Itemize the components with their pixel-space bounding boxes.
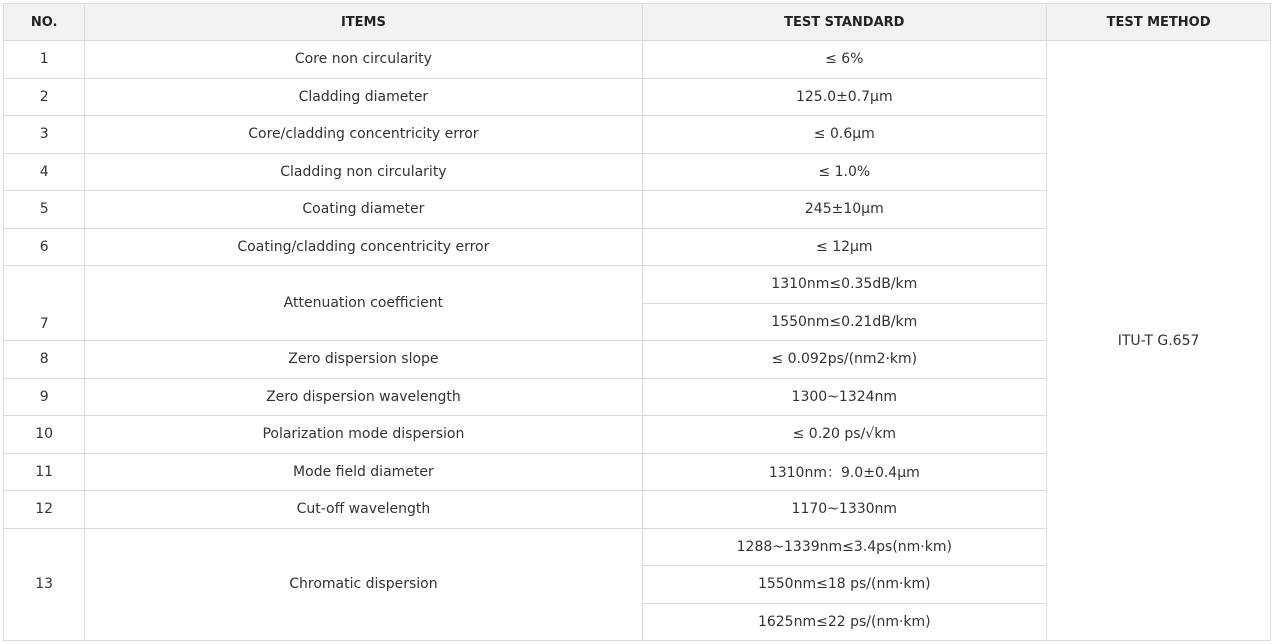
row-item: Chromatic dispersion <box>85 528 642 641</box>
row-item: Coating diameter <box>85 191 642 229</box>
row-item: Polarization mode dispersion <box>85 416 642 454</box>
row-no: 4 <box>4 153 85 191</box>
row-item: Zero dispersion wavelength <box>85 378 642 416</box>
row-standard: ≤ 12μm <box>642 228 1047 266</box>
header-row <box>4 4 1271 41</box>
header-items: ITEMS <box>85 4 642 41</box>
spec-table <box>3 3 1271 641</box>
table-row <box>4 41 1271 79</box>
row-standard: 125.0±0.7μm <box>642 78 1047 116</box>
row-standard: 1310nm：9.0±0.4μm <box>642 453 1047 491</box>
row-item: Cladding non circularity <box>85 153 642 191</box>
row-standard: 1300~1324nm <box>642 378 1047 416</box>
row-standard: ≤ 0.20 ps/√km <box>642 416 1047 454</box>
row-standard: ≤ 0.6μm <box>642 116 1047 154</box>
row-no: 12 <box>4 491 85 529</box>
header-test-standard: TEST STANDARD <box>642 4 1047 41</box>
row-no: 7 <box>4 266 85 341</box>
row-standard: 1550nm≤18 ps/(nm·km) <box>642 566 1047 604</box>
row-no: 8 <box>4 341 85 379</box>
row-item: Cut-off wavelength <box>85 491 642 529</box>
header-test-method: TEST METHOD <box>1047 4 1271 41</box>
row-no: 1 <box>4 41 85 79</box>
row-standard: 1310nm≤0.35dB/km <box>642 266 1047 304</box>
row-item: Coating/cladding concentricity error <box>85 228 642 266</box>
row-standard: 245±10μm <box>642 191 1047 229</box>
row-item: Core/cladding concentricity error <box>85 116 642 154</box>
row-no: 11 <box>4 453 85 491</box>
test-method-cell: ITU-T G.657 <box>1047 41 1271 641</box>
row-no: 3 <box>4 116 85 154</box>
header-no: NO. <box>4 4 85 41</box>
row-no: 5 <box>4 191 85 229</box>
row-item: Core non circularity <box>85 41 642 79</box>
row-standard: 1550nm≤0.21dB/km <box>642 303 1047 341</box>
row-standard: 1170~1330nm <box>642 491 1047 529</box>
row-standard: 1625nm≤22 ps/(nm·km) <box>642 603 1047 641</box>
row-standard: 1288~1339nm≤3.4ps(nm·km) <box>642 528 1047 566</box>
row-no: 6 <box>4 228 85 266</box>
row-item: Mode field diameter <box>85 453 642 491</box>
row-item: Zero dispersion slope <box>85 341 642 379</box>
row-item: Attenuation coefficient <box>85 266 642 341</box>
row-no: 2 <box>4 78 85 116</box>
row-standard: ≤ 6% <box>642 41 1047 79</box>
row-no: 9 <box>4 378 85 416</box>
row-standard: ≤ 0.092ps/(nm2·km) <box>642 341 1047 379</box>
row-no: 10 <box>4 416 85 454</box>
row-item: Cladding diameter <box>85 78 642 116</box>
row-standard: ≤ 1.0% <box>642 153 1047 191</box>
row-no: 13 <box>4 528 85 641</box>
